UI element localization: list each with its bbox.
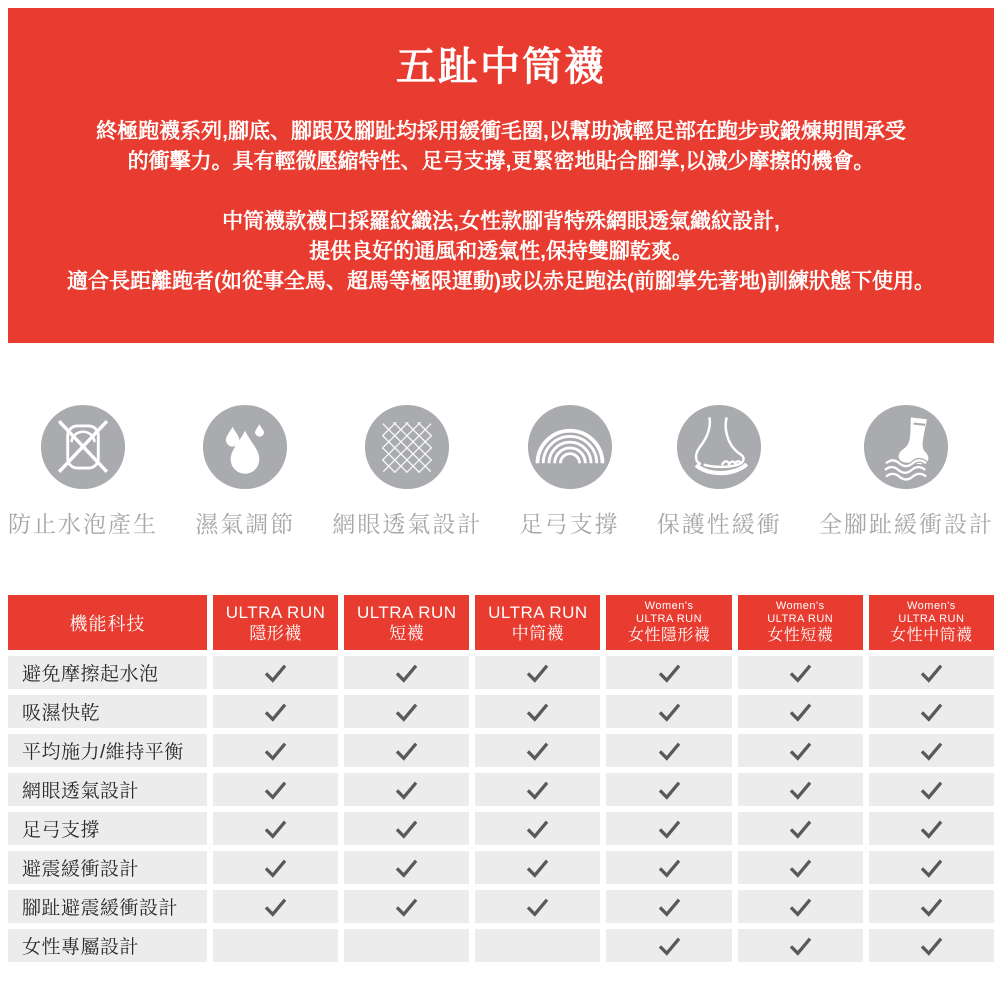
check-cell (606, 929, 731, 962)
check-cell (213, 734, 338, 767)
protective-cushion-icon (676, 404, 762, 490)
check-cell (869, 890, 994, 923)
feature-item (819, 404, 994, 539)
check-cell (344, 734, 469, 767)
check-cell (606, 851, 731, 884)
check-icon (788, 936, 813, 956)
check-icon (263, 741, 288, 761)
check-icon (657, 702, 682, 722)
check-icon (263, 858, 288, 878)
feature-icon-row (8, 404, 994, 539)
column-header-line: 女性短襪 (767, 626, 834, 644)
feature-row-label: 吸濕快乾 (8, 695, 207, 728)
check-icon (394, 702, 419, 722)
check-cell (475, 890, 600, 923)
check-cell (606, 890, 731, 923)
check-icon (788, 702, 813, 722)
check-icon (788, 741, 813, 761)
check-cell (475, 773, 600, 806)
check-cell (344, 695, 469, 728)
moisture-control-icon (202, 404, 288, 490)
detail-line: 適合長距離跑者(如從事全馬、超馬等極限運動)或以赤足跑法(前腳掌先著地)訓練狀態下使用。 (67, 270, 935, 293)
check-cell (738, 695, 863, 728)
check-icon (657, 819, 682, 839)
check-icon (263, 702, 288, 722)
column-header-line: ULTRA RUN (225, 602, 326, 622)
feature-item (332, 404, 482, 539)
feature-item (195, 404, 295, 539)
feature-label: 防止水泡產生 (8, 511, 158, 537)
arch-support-icon (527, 404, 613, 490)
check-cell (344, 773, 469, 806)
check-cell (213, 890, 338, 923)
column-header-line: 隱形襪 (249, 623, 302, 643)
check-cell (869, 773, 994, 806)
check-icon (919, 663, 944, 683)
full-toe-cushion-icon (863, 404, 949, 490)
check-icon (919, 819, 944, 839)
check-cell (475, 734, 600, 767)
check-cell (869, 929, 994, 962)
check-cell (344, 812, 469, 845)
feature-label: 全腳趾緩衝設計 (818, 511, 994, 537)
check-cell (606, 812, 731, 845)
column-header (344, 595, 469, 650)
check-cell (738, 773, 863, 806)
column-header-line: ULTRA RUN (636, 612, 703, 625)
check-cell (869, 851, 994, 884)
feature-row-label: 平均施力/維持平衡 (8, 734, 207, 767)
check-icon (788, 780, 813, 800)
check-cell (738, 929, 863, 962)
column-header-line: ULTRA RUN (488, 602, 588, 622)
feature-label: 保護性緩衝 (656, 511, 782, 537)
check-icon (525, 897, 550, 917)
hero-banner (8, 8, 994, 343)
intro-line: 終極跑襪系列,腳底、腳跟及腳趾均採用緩衝毛圈,以幫助減輕足部在跑步或鍛煉期間承受 (96, 120, 906, 143)
column-header (869, 595, 994, 650)
feature-row-label: 避震緩衝設計 (8, 851, 207, 884)
check-icon (525, 819, 550, 839)
feature-row-label: 足弓支撐 (8, 812, 207, 845)
table-corner-header: 機能科技 (8, 595, 207, 650)
check-icon (394, 819, 419, 839)
detail-paragraph (8, 207, 994, 297)
check-icon (525, 702, 550, 722)
check-cell (869, 734, 994, 767)
check-icon (263, 780, 288, 800)
check-icon (525, 858, 550, 878)
check-icon (394, 858, 419, 878)
check-cell (606, 695, 731, 728)
feature-label: 網眼透氣設計 (332, 511, 483, 537)
column-header-line: ULTRA RUN (356, 602, 457, 622)
column-header-line: ULTRA RUN (767, 612, 834, 625)
no-blister-icon (40, 404, 126, 490)
column-header-line: 短襪 (389, 623, 425, 643)
check-cell (213, 812, 338, 845)
check-cell (344, 851, 469, 884)
check-icon (919, 702, 944, 722)
intro-line: 的衝擊力。具有輕微壓縮特性、足弓支撐,更緊密地貼合腳掌,以減少摩擦的機會。 (127, 150, 875, 173)
feature-label: 濕氣調節 (195, 511, 296, 537)
check-icon (263, 663, 288, 683)
check-cell (738, 734, 863, 767)
check-cell (738, 851, 863, 884)
empty-cell (475, 929, 600, 962)
check-icon (919, 780, 944, 800)
check-icon (788, 819, 813, 839)
check-icon (263, 897, 288, 917)
feature-row-label: 腳趾避震緩衝設計 (8, 890, 207, 923)
check-cell (738, 890, 863, 923)
feature-row-label: 女性專屬設計 (8, 929, 207, 962)
check-cell (213, 656, 338, 689)
check-icon (394, 897, 419, 917)
check-cell (606, 773, 731, 806)
feature-comparison-table (8, 595, 994, 962)
check-cell (606, 734, 731, 767)
feature-item (520, 404, 620, 539)
check-cell (869, 656, 994, 689)
check-cell (869, 812, 994, 845)
check-icon (525, 663, 550, 683)
product-title: 五趾中筒襪 (396, 45, 606, 89)
check-icon (919, 936, 944, 956)
check-cell (344, 656, 469, 689)
column-header-line: 中筒襪 (511, 623, 565, 643)
check-icon (919, 897, 944, 917)
check-cell (213, 851, 338, 884)
check-icon (657, 741, 682, 761)
check-icon (657, 663, 682, 683)
check-icon (394, 741, 419, 761)
column-header-line: 女性中筒襪 (890, 626, 973, 644)
column-header-line: Women's (644, 599, 694, 612)
empty-cell (344, 929, 469, 962)
empty-cell (213, 929, 338, 962)
column-header-line: 女性隱形襪 (627, 626, 711, 644)
feature-row-label: 避免摩擦起水泡 (8, 656, 207, 689)
check-cell (606, 656, 731, 689)
check-icon (657, 858, 682, 878)
check-cell (738, 656, 863, 689)
check-cell (869, 695, 994, 728)
feature-item (8, 404, 158, 539)
check-cell (213, 773, 338, 806)
column-header-line: Women's (907, 599, 956, 612)
check-icon (919, 741, 944, 761)
check-icon (657, 936, 682, 956)
feature-label: 足弓支撐 (519, 511, 620, 537)
column-header-line: ULTRA RUN (898, 612, 965, 625)
check-icon (657, 897, 682, 917)
feature-row-label: 網眼透氣設計 (8, 773, 207, 806)
check-icon (525, 741, 550, 761)
check-cell (213, 695, 338, 728)
detail-line: 提供良好的通風和透氣性,保持雙腳乾爽。 (309, 240, 693, 263)
column-header (606, 595, 731, 650)
check-icon (657, 780, 682, 800)
column-header (475, 595, 600, 650)
column-header-line: Women's (775, 599, 825, 612)
column-header (213, 595, 338, 650)
check-cell (475, 851, 600, 884)
column-header (738, 595, 863, 650)
detail-line: 中筒襪款襪口採羅紋織法,女性款腳背特殊網眼透氣織紋設計, (222, 210, 780, 233)
intro-paragraph (8, 117, 994, 177)
check-icon (525, 780, 550, 800)
check-icon (788, 858, 813, 878)
check-icon (919, 858, 944, 878)
check-cell (475, 812, 600, 845)
check-icon (263, 819, 288, 839)
check-cell (475, 656, 600, 689)
check-cell (344, 890, 469, 923)
check-cell (475, 695, 600, 728)
check-cell (738, 812, 863, 845)
check-icon (394, 780, 419, 800)
check-icon (788, 897, 813, 917)
check-icon (394, 663, 419, 683)
feature-item (657, 404, 782, 539)
mesh-ventilation-icon (364, 404, 450, 490)
check-icon (788, 663, 813, 683)
